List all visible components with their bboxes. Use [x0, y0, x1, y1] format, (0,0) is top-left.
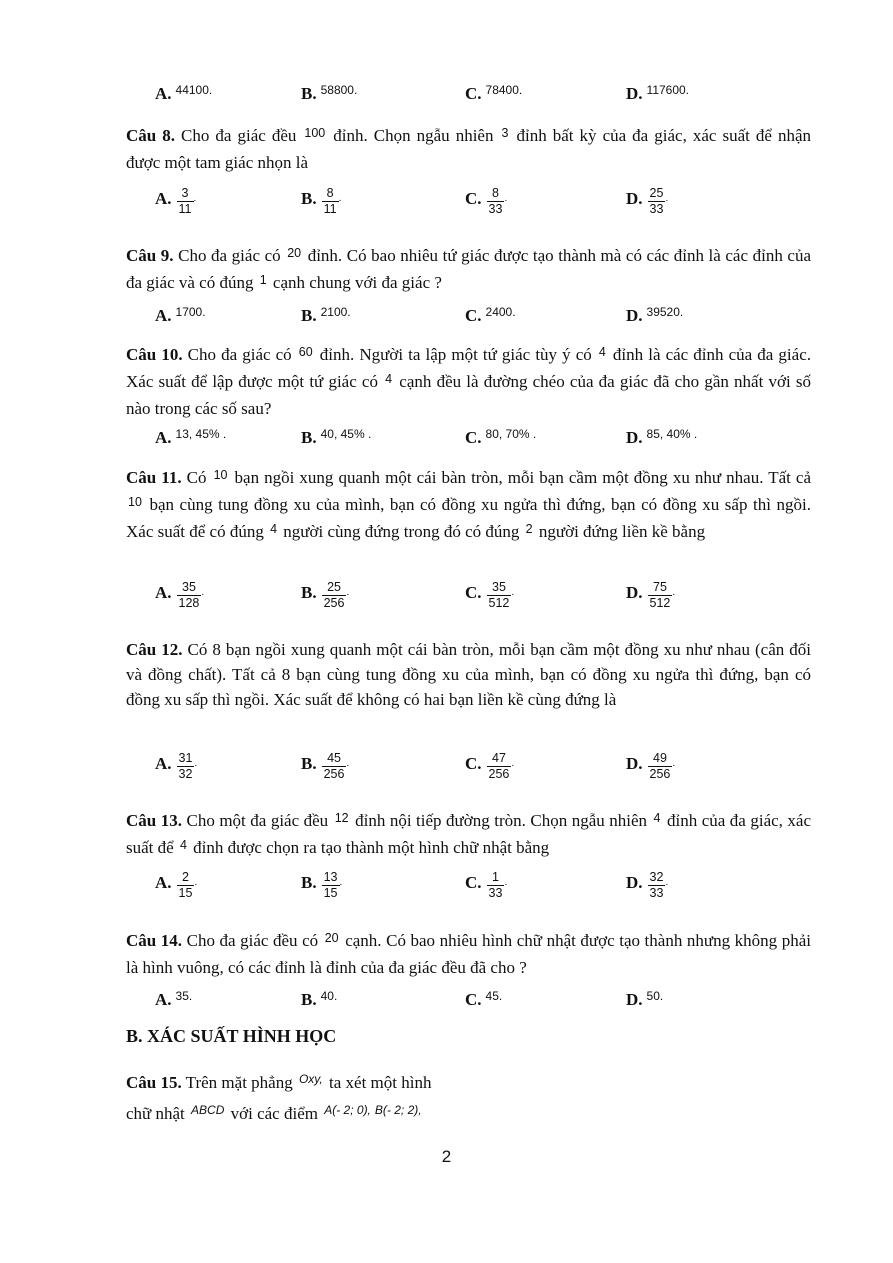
numerator: 35 — [182, 580, 196, 594]
option-value: 85, 40% . — [646, 427, 698, 441]
q14-option-c[interactable] — [465, 990, 502, 1010]
option-letter: C. — [465, 990, 482, 1009]
option-letter: B. — [301, 189, 317, 208]
q9-option-b[interactable] — [301, 306, 351, 326]
option-letter: B. — [301, 428, 317, 447]
q12-options — [0, 751, 893, 791]
question-text: người cùng đứng trong đó có đúng — [279, 522, 524, 541]
denominator: 11 — [323, 202, 337, 216]
option-letter: D. — [626, 84, 643, 103]
q7-option-a[interactable] — [155, 84, 212, 104]
q10-option-d[interactable] — [626, 428, 697, 448]
q14-option-b[interactable] — [301, 990, 337, 1010]
numerator: 75 — [653, 580, 667, 594]
option-letter: B. — [301, 873, 317, 892]
q11-option-c[interactable]: C. $\frac{35}{512}$ . — [465, 580, 515, 610]
option-letter: D. — [626, 990, 643, 1009]
option-letter: C. — [465, 84, 482, 103]
math-value: 2 — [525, 522, 533, 536]
denominator: 33 — [488, 886, 503, 900]
denominator: 11 — [178, 202, 192, 216]
q11-option-b[interactable]: B. $\frac{25}{256}$ . — [301, 580, 350, 610]
question-text: Cho đa giác có — [182, 345, 297, 364]
option-letter: A. — [155, 189, 172, 208]
fraction — [648, 751, 673, 782]
q10-option-c[interactable] — [465, 428, 536, 448]
denominator: 33 — [649, 202, 664, 216]
question-text: Trên mặt phẳng — [181, 1073, 297, 1092]
question-text: Cho một đa giác đều — [181, 811, 333, 830]
fraction — [322, 186, 339, 217]
option-letter: A. — [155, 754, 172, 773]
fraction — [487, 186, 505, 217]
question-text: người đứng liền kề bằng — [534, 522, 706, 541]
math-value: 4 — [179, 838, 187, 852]
fraction — [177, 870, 195, 901]
question-text: Cho đa giác đều — [175, 126, 303, 145]
question-text: đỉnh bất kỳ của đa giác, xác suất để nhận được một tam giác nhọn là — [126, 126, 811, 172]
q10-option-a[interactable] — [155, 428, 226, 448]
option-letter: C. — [465, 583, 482, 602]
q11-option-a[interactable]: A. $\frac{35}{128}$ . — [155, 580, 205, 610]
denominator: 256 — [488, 767, 510, 781]
q13-option-c[interactable]: C. $\frac{1}{33}$ . — [465, 870, 508, 900]
option-value: 2100. — [320, 305, 351, 319]
option-value: 40, 45% . — [320, 427, 372, 441]
question-15 — [126, 1068, 526, 1130]
numerator: 1 — [492, 870, 499, 884]
option-letter: D. — [626, 873, 643, 892]
option-letter: B. — [301, 583, 317, 602]
question-label: Câu 14. — [126, 931, 183, 950]
question-label: Câu 11. — [126, 468, 182, 487]
numerator: 47 — [492, 751, 506, 765]
numerator: 35 — [492, 580, 506, 594]
q14-option-d[interactable] — [626, 990, 663, 1010]
math-value: 60 — [298, 345, 313, 359]
denominator: 32 — [178, 767, 193, 781]
fraction — [648, 580, 673, 611]
question-13 — [126, 808, 811, 862]
question-label: Câu 15. — [126, 1073, 182, 1092]
q7-option-c[interactable] — [465, 84, 522, 104]
numerator: 2 — [182, 870, 189, 884]
option-letter: D. — [626, 428, 643, 447]
option-value: 58800. — [320, 83, 358, 97]
math-value: 4 — [598, 345, 606, 359]
question-12 — [126, 637, 811, 712]
option-letter: B. — [301, 754, 317, 773]
q7-options — [0, 84, 893, 124]
option-letter: A. — [155, 428, 172, 447]
option-letter: C. — [465, 306, 482, 325]
math-value: 100 — [304, 126, 326, 140]
math-value: 10 — [128, 495, 142, 509]
math-value: 20 — [324, 931, 339, 945]
question-11 — [126, 465, 811, 546]
q7-option-d[interactable] — [626, 84, 689, 104]
question-text: đỉnh của đa giác, xác suất để — [126, 811, 811, 857]
q14-options — [0, 990, 893, 1030]
option-value: 39520. — [646, 305, 684, 319]
fraction — [648, 186, 666, 217]
q13-option-d[interactable]: D. $\frac{32}{33}$ . — [626, 870, 669, 900]
numerator: 25 — [649, 186, 664, 200]
option-value: 13, 45% . — [175, 427, 227, 441]
q9-option-a[interactable] — [155, 306, 206, 326]
fraction — [487, 580, 512, 611]
option-letter: D. — [626, 306, 643, 325]
question-text: đỉnh được chọn ra tạo thành một hình chữ nhật bằng — [188, 838, 550, 857]
math-value: 1 — [259, 273, 267, 287]
q12-option-c[interactable]: C. $\frac{47}{256}$ . — [465, 751, 515, 781]
math-value: 3 — [501, 126, 509, 140]
math-value: 4 — [270, 522, 278, 536]
q9-option-d[interactable] — [626, 306, 683, 326]
question-text: cạnh đều là đường chéo của đa giác đã cho gần nhất với số nào trong các số sau? — [126, 372, 811, 418]
option-letter: D. — [626, 583, 643, 602]
question-text: đỉnh là các đỉnh của đa giác. Xác suất để lập được một tứ giác có — [126, 345, 811, 391]
denominator: 256 — [323, 596, 345, 610]
question-text: Cho đa giác đều có — [182, 931, 323, 950]
option-letter: D. — [626, 189, 643, 208]
math-value: 4 — [385, 372, 393, 386]
option-letter: A. — [155, 84, 172, 103]
question-text: đỉnh. Có bao nhiêu tứ giác được tạo thành mà có các đỉnh là các đỉnh của đa giác và có đúng — [126, 246, 811, 292]
question-text: Có — [181, 468, 212, 487]
option-value: 50. — [646, 989, 664, 1003]
denominator: 33 — [649, 886, 664, 900]
q8-option-d[interactable]: D. $\frac{25}{33}$ . — [626, 186, 669, 216]
option-letter: C. — [465, 189, 482, 208]
denominator: 33 — [488, 202, 503, 216]
numerator: 31 — [178, 751, 193, 765]
option-letter: A. — [155, 583, 172, 602]
question-label: Câu 8. — [126, 126, 176, 145]
q9-option-c[interactable] — [465, 306, 516, 326]
section-heading: B. XÁC SUẤT HÌNH HỌC — [126, 1026, 337, 1046]
q11-options — [0, 580, 893, 620]
denominator: 128 — [178, 596, 200, 610]
q11-option-d[interactable]: D. $\frac{75}{512}$ . — [626, 580, 676, 610]
option-value: 40. — [320, 989, 338, 1003]
option-letter: C. — [465, 873, 482, 892]
q12-option-d[interactable]: D. $\frac{49}{256}$ . — [626, 751, 676, 781]
page-number: 2 — [441, 1147, 452, 1166]
question-9 — [126, 243, 811, 297]
denominator: 256 — [323, 767, 345, 781]
numerator: 13 — [323, 870, 338, 884]
math-value: 20 — [287, 246, 302, 260]
question-10 — [126, 342, 811, 421]
q13-option-b[interactable]: B. $\frac{13}{15}$ . — [301, 870, 343, 900]
question-text: bạn ngồi xung quanh một cái bàn tròn, mỗi bạn cầm một đồng xu như nhau. Tất cả — [229, 468, 812, 487]
fraction — [177, 751, 195, 782]
numerator: 3 — [181, 186, 189, 200]
question-label: Câu 13. — [126, 811, 182, 830]
option-value: 1700. — [175, 305, 206, 319]
question-label: Câu 9. — [126, 246, 174, 265]
numerator: 45 — [327, 751, 341, 765]
q13-option-a[interactable]: A. $\frac{2}{15}$ . — [155, 870, 198, 900]
option-letter: A. — [155, 990, 172, 1009]
math-value: ABCD — [191, 1103, 225, 1117]
math-value: 4 — [653, 811, 661, 825]
question-text: đỉnh. Người ta lập một tứ giác tùy ý có — [314, 345, 597, 364]
option-value: 2400. — [485, 305, 516, 319]
option-letter: C. — [465, 428, 482, 447]
option-letter: B. — [301, 990, 317, 1009]
option-letter: D. — [626, 754, 643, 773]
denominator: 15 — [178, 886, 193, 900]
q8-options — [0, 186, 893, 226]
q10-options — [0, 428, 893, 468]
question-text: chữ nhật — [126, 1104, 190, 1123]
math-value: Oxy, — [298, 1072, 323, 1086]
question-text: cạnh. Có bao nhiêu hình chữ nhật được tạo thành nhưng không phải là hình vuông, có các đỉnh là đỉnh của đa giác đều đã cho ? — [126, 931, 811, 977]
fraction — [487, 751, 512, 782]
q8-option-c[interactable]: C. $\frac{8}{33}$ . — [465, 186, 508, 216]
option-value: 44100. — [175, 83, 213, 97]
question-label: Câu 10. — [126, 345, 183, 364]
question-8 — [126, 123, 811, 175]
math-value: B(- 2; 2), — [374, 1103, 422, 1117]
numerator: 8 — [492, 186, 499, 200]
denominator: 512 — [488, 596, 510, 610]
q14-option-a[interactable] — [155, 990, 192, 1010]
fraction — [487, 870, 505, 901]
option-value: 35. — [175, 989, 193, 1003]
question-text: bạn cùng tung đồng xu của mình, bạn có đồng xu ngửa thì đứng, bạn có đồng xu sấp thì ngồi. Xác suất để có đúng — [126, 495, 811, 541]
q13-options — [0, 870, 893, 910]
question-14 — [126, 928, 811, 980]
fraction — [648, 870, 666, 901]
option-letter: A. — [155, 873, 172, 892]
math-value: 10 — [213, 468, 228, 482]
numerator: 8 — [326, 186, 334, 200]
q12-option-a[interactable]: A. $\frac{31}{32}$ . — [155, 751, 198, 781]
fraction — [322, 580, 347, 611]
denominator: 512 — [649, 596, 671, 610]
question-label: Câu 12. — [126, 640, 183, 659]
fraction — [322, 751, 347, 782]
option-letter: B. — [301, 84, 317, 103]
numerator: 32 — [649, 870, 664, 884]
q8-option-b[interactable]: B. $\frac{8}{11}$ . — [301, 186, 342, 216]
option-letter: C. — [465, 754, 482, 773]
fraction — [177, 580, 202, 611]
option-value: 80, 70% . — [485, 427, 537, 441]
denominator: 256 — [649, 767, 671, 781]
question-text: ta xét một hình — [324, 1073, 432, 1092]
numerator: 25 — [327, 580, 341, 594]
question-text: với các điểm — [226, 1104, 323, 1123]
math-value: A(- 2; 0), — [324, 1103, 371, 1117]
question-text: Cho đa giác có — [173, 246, 286, 265]
denominator: 15 — [323, 886, 338, 900]
option-value: 78400. — [485, 83, 523, 97]
question-text: đỉnh nội tiếp đường tròn. Chọn ngẫu nhiên — [350, 811, 652, 830]
option-value: 45. — [485, 989, 503, 1003]
q12-option-b[interactable]: B. $\frac{45}{256}$ . — [301, 751, 350, 781]
numerator: 49 — [653, 751, 667, 765]
q9-options — [0, 306, 893, 346]
q10-option-b[interactable] — [301, 428, 371, 448]
option-value: 117600. — [646, 83, 690, 97]
math-value: 12 — [334, 811, 349, 825]
option-letter: B. — [301, 306, 317, 325]
q8-option-a[interactable]: A. $\frac{3}{11}$ . — [155, 186, 197, 216]
option-letter: A. — [155, 306, 172, 325]
fraction — [322, 870, 340, 901]
fraction — [177, 186, 194, 217]
question-text: Có 8 bạn ngồi xung quanh một cái bàn tròn, mỗi bạn cầm một đồng xu như nhau (cân đối và đồng chất). Tất cả 8 bạn cùng tung đồng xu của mình, bạn có đồng xu ngửa thì đứng, bạn có đồng xu sấp thì ngồi. Xác suất để không có hai bạn liền kề cùng đứng là — [126, 640, 811, 709]
q7-option-b[interactable] — [301, 84, 357, 104]
question-text: cạnh chung với đa giác ? — [268, 273, 442, 292]
question-text: đỉnh. Chọn ngẫu nhiên — [327, 126, 500, 145]
